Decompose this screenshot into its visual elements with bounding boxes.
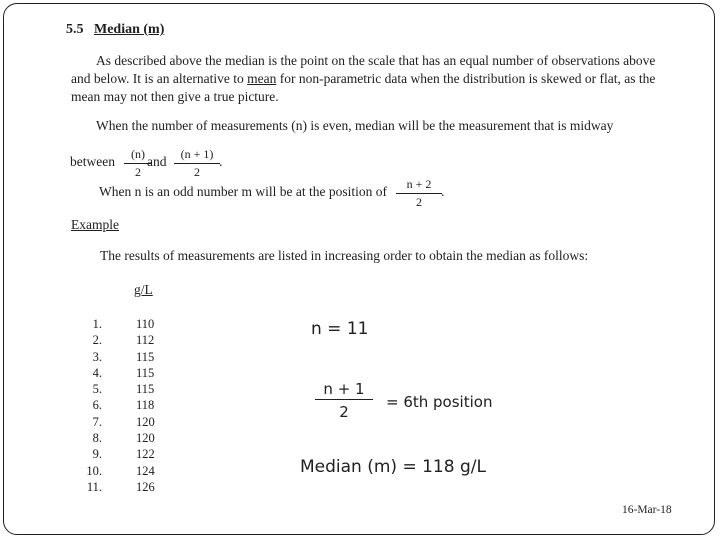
- even-period: .: [219, 154, 223, 169]
- slide: 5.5 Median (m) As described above the median is the point on the scale that has an equal number of observations above and below. It is an alternative to mean for non-parametric data when the distribution is skewed or flat, as the mean may not then give a true picture. When the number of measurements (n) is even, median will be the measurement that is midway between (n) 2 and (n + 1) 2 . When n is an odd number m will be at the position of n + 2 2 . Example The results of measurements are listed in increasing order to obtain the median as follows: g/L 1. 110 2. 112 3. 115 4. 115 5. 115 6. 118 7. 120 8. 120 9. 122 10. 124 11. 126 n = 11 n + 1 2 = 6th position Median (m) = 118 g/L 16-Mar-18: [3, 3, 715, 535]
- unit-header: g/L: [134, 282, 153, 297]
- section-heading: Median (m): [94, 22, 165, 37]
- n-equals-label: n = 11: [311, 319, 369, 339]
- fraction-n-plus-1-over-2: (n + 1) 2: [174, 147, 220, 180]
- fraction-n-plus-2-over-2: n + 2 2: [396, 177, 442, 210]
- odd-period: .: [441, 184, 445, 199]
- median-result: Median (m) = 118 g/L: [300, 457, 486, 477]
- section-number: 5.5: [66, 22, 84, 37]
- example-heading: Example: [71, 217, 119, 232]
- odd-line: When n is an odd number m will be at the position of: [99, 184, 387, 199]
- footer-date: 16-Mar-18: [622, 504, 672, 516]
- and-label: and: [147, 154, 167, 169]
- intro-line-3: mean may not then give a true picture.: [71, 89, 279, 104]
- even-line: When the number of measurements (n) is even, median will be the measurement that is midway: [96, 118, 614, 133]
- section-title: [66, 22, 164, 38]
- fraction-n-over-2: (n) 2: [124, 147, 152, 180]
- example-intro: The results of measurements are listed in increasing order to obtain the median as follows:: [100, 248, 589, 263]
- between-label: between: [70, 154, 115, 169]
- mean-link: mean: [247, 71, 277, 86]
- intro-line-1: As described above the median is the point on the scale that has an equal number of observations above: [96, 53, 656, 68]
- fraction-n-plus-1-over-2-calc: n + 1 2: [315, 380, 373, 421]
- position-label: = 6th position: [386, 393, 493, 411]
- intro-line-2: and below. It is an alternative to mean for non-parametric data when the distribution is skewed or flat, as the: [71, 71, 656, 86]
